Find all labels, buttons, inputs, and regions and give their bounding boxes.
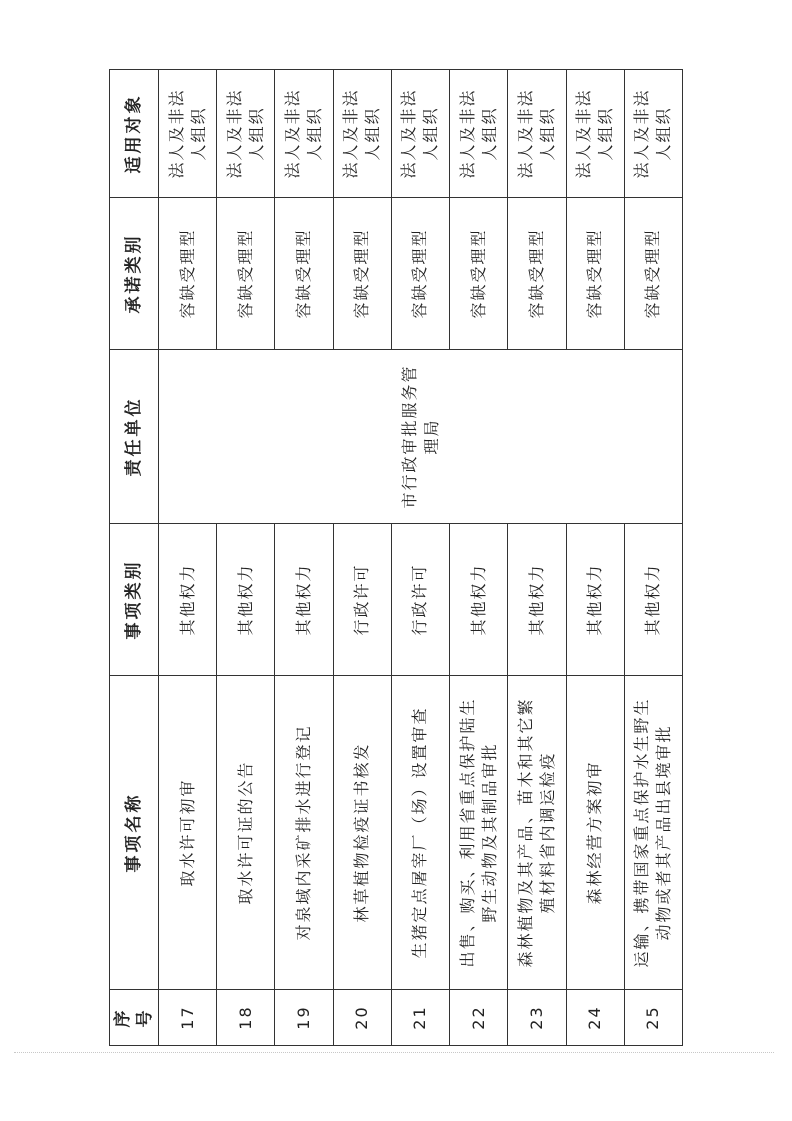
- rotated-table-page: [109, 70, 683, 1046]
- row-name: 出售、购买、利用省重点保护陆生野生动物及其制品审批: [450, 676, 508, 990]
- row-promise: 容缺受理型: [624, 198, 682, 350]
- header-target: 适用对象: [110, 70, 159, 198]
- row-name: 对泉域内采矿排水进行登记: [275, 676, 333, 990]
- table-row: [450, 70, 508, 1046]
- matters-table: [109, 69, 683, 1046]
- row-name: 森林植物及其产品、苗木和其它繁殖材料省内调运检疫: [508, 676, 566, 990]
- row-name: 运输、携带国家重点保护水生野生动物或者其产品出县境审批: [624, 676, 682, 990]
- row-target: 法人及非法人组织: [566, 70, 624, 198]
- row-promise: 容缺受理型: [450, 198, 508, 350]
- row-promise: 容缺受理型: [333, 198, 391, 350]
- row-type: 其他权力: [217, 524, 275, 676]
- row-type: 其他权力: [450, 524, 508, 676]
- header-promise: 承诺类别: [110, 198, 159, 350]
- row-target: 法人及非法人组织: [159, 70, 217, 198]
- row-name: 取水许可初审: [159, 676, 217, 990]
- row-no: 21: [391, 990, 449, 1046]
- header-no: 序号: [110, 990, 159, 1046]
- row-no: 22: [450, 990, 508, 1046]
- row-name: 取水许可证的公告: [217, 676, 275, 990]
- row-promise: 容缺受理型: [275, 198, 333, 350]
- row-no: 17: [159, 990, 217, 1046]
- row-promise: 容缺受理型: [159, 198, 217, 350]
- row-type: 其他权力: [508, 524, 566, 676]
- table-header-row: [110, 70, 159, 1046]
- row-no: 19: [275, 990, 333, 1046]
- table-row: [217, 70, 275, 1046]
- row-target: 法人及非法人组织: [391, 70, 449, 198]
- table-row: [333, 70, 391, 1046]
- row-target: 法人及非法人组织: [275, 70, 333, 198]
- table-row: [508, 70, 566, 1046]
- row-no: 20: [333, 990, 391, 1046]
- table-row: [624, 70, 682, 1046]
- row-promise: 容缺受理型: [217, 198, 275, 350]
- row-promise: 容缺受理型: [508, 198, 566, 350]
- row-target: 法人及非法人组织: [508, 70, 566, 198]
- header-name: 事项名称: [110, 676, 159, 990]
- row-no: 25: [624, 990, 682, 1046]
- row-no: 24: [566, 990, 624, 1046]
- row-target: 法人及非法人组织: [450, 70, 508, 198]
- row-type: 其他权力: [275, 524, 333, 676]
- row-no: 18: [217, 990, 275, 1046]
- table-row: [159, 70, 217, 1046]
- row-type: 其他权力: [566, 524, 624, 676]
- table-row: [391, 70, 449, 1046]
- row-name: 生猪定点屠宰厂（场）设置审查: [391, 676, 449, 990]
- row-no: 23: [508, 990, 566, 1046]
- row-name: 林草植物检疫证书核发: [333, 676, 391, 990]
- table-row: [566, 70, 624, 1046]
- row-type: 行政许可: [391, 524, 449, 676]
- table-row: [275, 70, 333, 1046]
- scan-noise-line: [14, 1052, 774, 1053]
- row-promise: 容缺受理型: [391, 198, 449, 350]
- row-target: 法人及非法人组织: [624, 70, 682, 198]
- responsible-unit-cell: 市行政审批服务管理局: [159, 350, 683, 524]
- row-type: 其他权力: [159, 524, 217, 676]
- row-target: 法人及非法人组织: [333, 70, 391, 198]
- header-type: 事项类别: [110, 524, 159, 676]
- row-target: 法人及非法人组织: [217, 70, 275, 198]
- row-type: 行政许可: [333, 524, 391, 676]
- row-name: 森林经营方案初审: [566, 676, 624, 990]
- row-type: 其他权力: [624, 524, 682, 676]
- row-promise: 容缺受理型: [566, 198, 624, 350]
- header-unit: 责任单位: [110, 350, 159, 524]
